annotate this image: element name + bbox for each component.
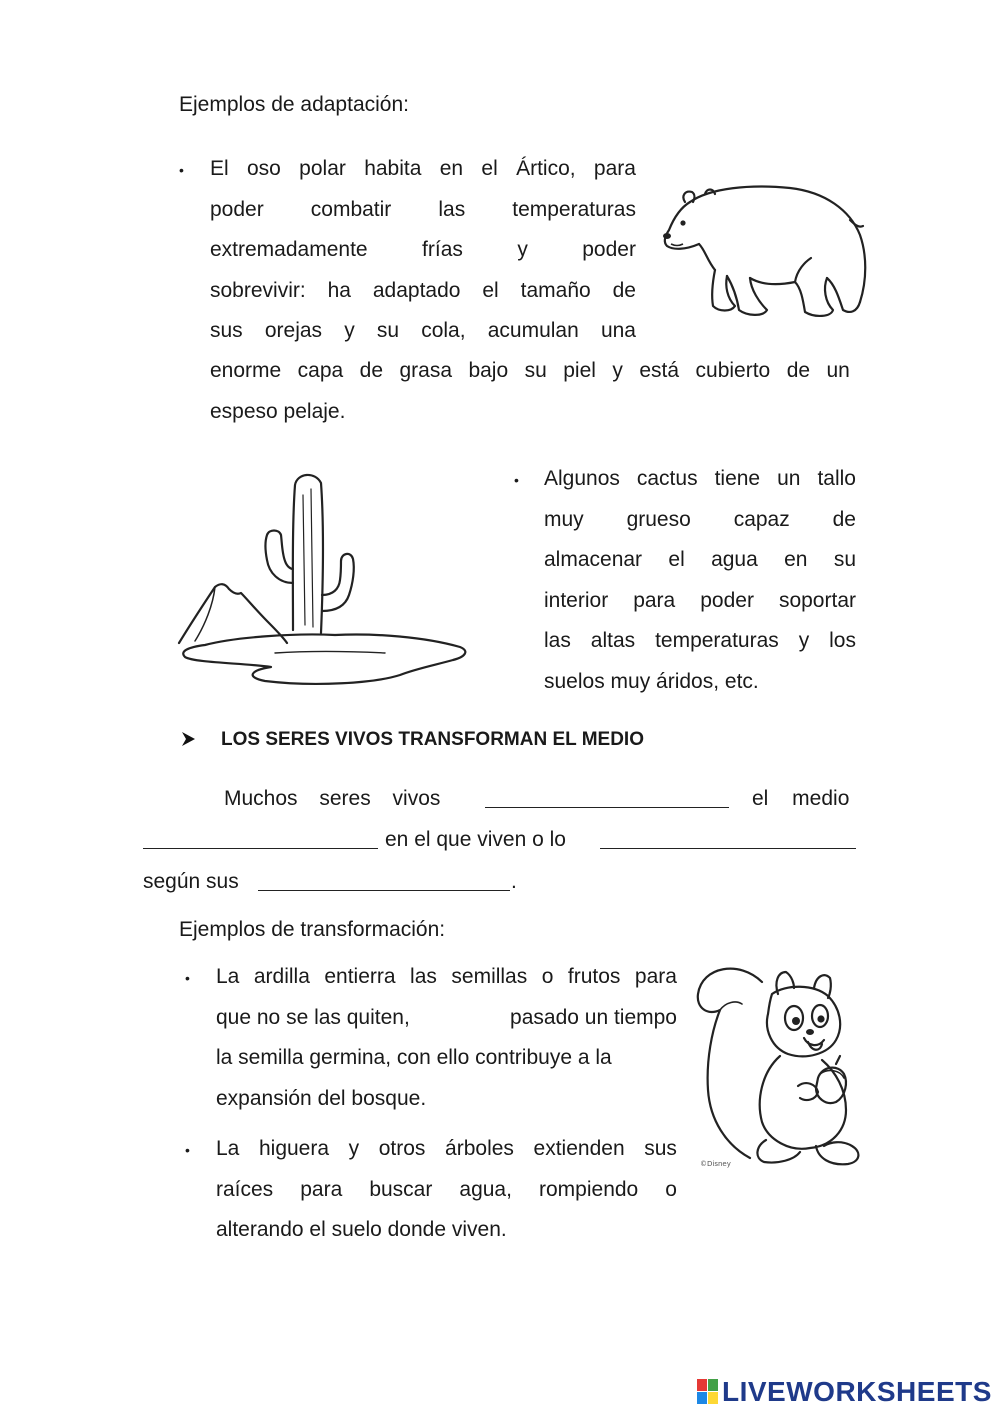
word: cola, — [421, 319, 466, 342]
word: un — [826, 359, 850, 382]
word: soportar — [778, 588, 856, 612]
cactus-paragraph-last-line: suelos muy áridos, etc. — [544, 670, 759, 693]
word: bajo — [468, 359, 509, 382]
word: muy — [544, 507, 584, 531]
word: de — [786, 359, 811, 382]
liveworksheets-badge-icon — [697, 1379, 719, 1405]
word: orejas — [264, 319, 323, 342]
bear-paragraph-line-1 — [210, 158, 636, 179]
cactus-paragraph-line-3 — [544, 549, 856, 570]
word: o — [541, 965, 554, 988]
word: agua, — [459, 1177, 512, 1201]
squirrel-paragraph-last-line: expansión del bosque. — [216, 1087, 427, 1110]
word: los — [829, 629, 856, 652]
word: y — [517, 238, 528, 261]
word: raíces — [216, 1177, 274, 1201]
bullet-bear: • — [179, 162, 184, 178]
word: grueso — [626, 507, 691, 531]
word: ardilla — [253, 965, 310, 988]
word: habita — [364, 157, 422, 180]
word: acumulan — [487, 319, 579, 342]
word: adaptado — [372, 278, 461, 302]
word: sus — [210, 319, 243, 342]
word: extienden — [533, 1137, 625, 1160]
bear-paragraph-line-2 — [210, 199, 636, 220]
cactus-paragraph-line-5 — [544, 630, 856, 651]
word: altas — [590, 629, 636, 652]
blank-input-4[interactable] — [258, 872, 510, 891]
polar-bear-drawing — [655, 180, 875, 325]
fig-paragraph-last-line: alterando el suelo donde viven. — [216, 1218, 507, 1241]
adaptation-heading: Ejemplos de adaptación: — [179, 93, 409, 116]
word: cubierto — [695, 359, 771, 382]
word: piel — [563, 359, 596, 382]
bear-paragraph-last-line: espeso pelaje. — [210, 400, 346, 423]
word: La — [216, 965, 240, 988]
blank-input-2[interactable] — [143, 830, 378, 849]
bullet-fig: • — [185, 1142, 190, 1158]
word: capa — [297, 359, 344, 382]
word: sobrevivir: — [210, 278, 306, 302]
word: y — [348, 1137, 360, 1160]
word: rompiendo — [539, 1177, 639, 1201]
liveworksheets-logo — [697, 1378, 992, 1406]
fill-in-period: . — [511, 870, 517, 893]
word: combatir — [310, 197, 392, 221]
word: higuera — [258, 1137, 330, 1160]
word: el — [668, 548, 685, 571]
cactus-drawing — [175, 465, 475, 690]
word: tiene — [714, 467, 761, 490]
word: para — [634, 965, 677, 988]
word: un — [777, 467, 801, 490]
arrow-bullet-icon — [180, 731, 196, 747]
word: otros — [378, 1137, 426, 1160]
word: el — [482, 278, 499, 302]
word: frías — [422, 238, 463, 261]
bullet-squirrel: • — [185, 970, 190, 986]
bear-paragraph-line-6 — [210, 360, 850, 381]
bear-paragraph-line-5 — [210, 320, 636, 341]
word: ha — [327, 278, 351, 302]
word: almacenar — [544, 548, 643, 571]
word: grasa — [399, 359, 452, 382]
word: poder — [210, 197, 264, 221]
blank-input-1[interactable] — [485, 789, 729, 808]
section-title: LOS SERES VIVOS TRANSFORMAN EL MEDIO — [221, 729, 644, 750]
word: capaz — [733, 507, 790, 531]
squirrel-paragraph-line-3 — [216, 1047, 677, 1068]
word: frutos — [567, 965, 621, 988]
fill-in-text-3: en el que viven o lo — [385, 828, 566, 851]
bear-paragraph-line-3 — [210, 239, 636, 260]
word: El — [210, 157, 229, 180]
word: buscar — [369, 1177, 433, 1201]
word: su — [524, 359, 547, 382]
word: extremadamente — [210, 238, 368, 261]
word: entierra — [324, 965, 396, 988]
word: tamaño — [520, 278, 591, 302]
word: temperaturas — [512, 197, 636, 221]
word: de — [612, 278, 636, 302]
squirrel-drawing — [690, 960, 870, 1175]
word: pasado un tiempo — [510, 1005, 677, 1029]
word: cactus — [636, 467, 698, 490]
squirrel-credit: ©Disney — [700, 1160, 731, 1168]
word: semillas — [451, 965, 528, 988]
cactus-paragraph-line-1 — [544, 468, 856, 489]
word: oso — [247, 157, 281, 180]
word: el — [481, 157, 498, 180]
word: poder — [700, 588, 754, 612]
word: interior — [544, 588, 609, 612]
word: en — [439, 157, 464, 180]
word: agua — [711, 548, 758, 571]
word: las — [544, 629, 571, 652]
word: árboles — [445, 1137, 514, 1160]
word: sus — [644, 1137, 677, 1160]
word: las — [410, 965, 437, 988]
word: Ártico, — [516, 157, 576, 180]
word: las — [438, 197, 466, 221]
bullet-cactus: • — [514, 472, 519, 488]
fill-in-text-2: el medio — [752, 787, 850, 810]
transformation-heading: Ejemplos de transformación: — [179, 918, 446, 941]
word: Algunos — [544, 467, 620, 490]
bear-paragraph-line-4 — [210, 280, 636, 301]
word: polar — [299, 157, 346, 180]
word: una — [600, 319, 636, 342]
word: de — [359, 359, 384, 382]
liveworksheets-text: LIVEWORKSHEETS — [722, 1376, 992, 1407]
word: y — [612, 359, 623, 382]
word: la semilla germina, con ello contribuye a la — [216, 1046, 612, 1069]
squirrel-paragraph-line-1 — [216, 966, 677, 987]
fill-in-text-4: según sus — [143, 870, 239, 893]
fig-paragraph-line-1 — [216, 1138, 677, 1159]
cactus-paragraph-line-4 — [544, 590, 856, 611]
word: en — [784, 548, 808, 571]
word: poder — [582, 238, 636, 261]
fill-in-text-1: Muchos seres vivos — [224, 787, 441, 810]
word: y — [798, 629, 810, 652]
fig-paragraph-line-2 — [216, 1179, 677, 1200]
word: para — [593, 157, 636, 180]
blank-input-3[interactable] — [600, 830, 856, 849]
word: y — [344, 319, 355, 342]
squirrel-paragraph-line-2 — [216, 1007, 677, 1028]
word: de — [832, 507, 856, 531]
word: su — [376, 319, 400, 342]
word: que no se las quiten, — [216, 1005, 410, 1029]
word: temperaturas — [655, 629, 779, 652]
word: o — [665, 1177, 677, 1201]
word: está — [639, 359, 680, 382]
cactus-paragraph-line-2 — [544, 509, 856, 530]
word: enorme — [210, 359, 282, 382]
word: tallo — [817, 467, 856, 490]
word: para — [633, 588, 676, 612]
word: para — [300, 1177, 343, 1201]
word: su — [833, 548, 856, 571]
word: La — [216, 1137, 240, 1160]
